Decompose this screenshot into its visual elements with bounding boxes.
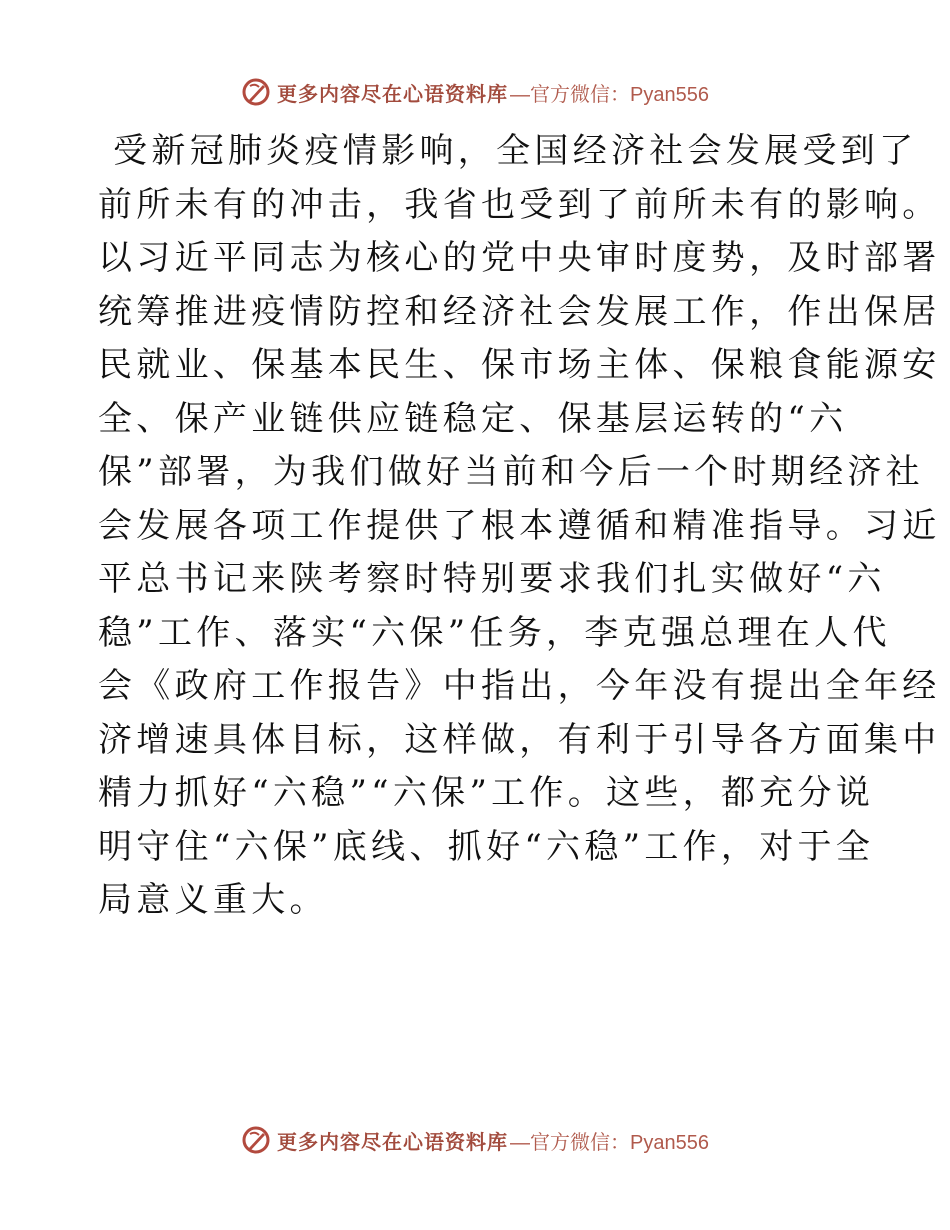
body-line: 受新冠肺炎疫情影响，全国经济社会发展受到了 bbox=[98, 131, 918, 171]
body-line: 保”部署，为我们做好当前和今后一个时期经济社 bbox=[98, 452, 924, 492]
footer-contact-text: —官方微信：Pyan556 bbox=[510, 1131, 709, 1154]
body-line: 前所未有的冲击，我省也受到了前所未有的影响。 bbox=[98, 184, 941, 225]
body-line: 稳”工作、落实“六保”任务，李克强总理在人代 bbox=[98, 612, 891, 653]
body-line: 会《政府工作报告》中指出，今年没有提出全年经 bbox=[98, 666, 941, 706]
body-line: 明守住“六保”底线、抓好“六稳”工作，对于全 bbox=[98, 826, 875, 867]
body-line: 平总书记来陕考察时特别要求我们扎实做好“六 bbox=[98, 559, 886, 599]
body-line: 济增速具体目标，这样做，有利于引导各方面集中 bbox=[98, 719, 941, 760]
body-line: 精力抓好“六稳”“六保”工作。这些，都充分说 bbox=[98, 773, 875, 813]
body-line: 统筹推进疫情防控和经济社会发展工作，作出保居 bbox=[98, 291, 941, 332]
body-line: 会发展各项工作提供了根本遵循和精准指导。习近 bbox=[98, 505, 941, 546]
pen-logo-icon bbox=[241, 1125, 271, 1155]
footer-brand-text: 更多内容尽在心语资料库 bbox=[277, 1129, 509, 1154]
body-line: 以习近平同志为核心的党中央审时度势，及时部署 bbox=[98, 238, 941, 278]
header-banner bbox=[0, 70, 950, 114]
pen-logo-icon bbox=[241, 77, 271, 107]
header-brand-text: 更多内容尽在心语资料库 bbox=[277, 81, 509, 106]
header-contact-text: —官方微信：Pyan556 bbox=[510, 83, 709, 106]
document-body bbox=[98, 125, 941, 928]
body-line: 全、保产业链供应链稳定、保基层运转的“六 bbox=[98, 398, 848, 439]
footer-banner bbox=[0, 1118, 950, 1162]
body-line: 局意义重大。 bbox=[98, 880, 328, 920]
body-line: 民就业、保基本民生、保市场主体、保粮食能源安 bbox=[98, 345, 941, 385]
